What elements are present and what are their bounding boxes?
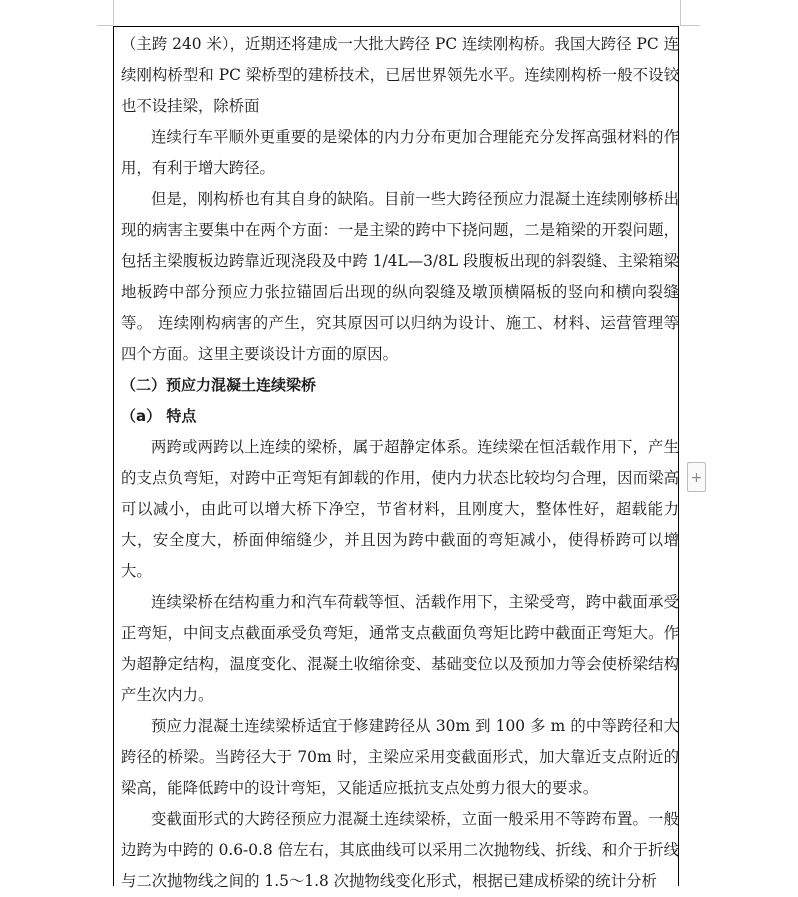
crop-mark-top-left-horizontal	[97, 25, 113, 26]
crop-mark-top-left-vertical	[113, 0, 114, 25]
section-heading: （a） 特点	[121, 407, 197, 425]
section-heading: （二）预应力混凝土连续梁桥	[121, 376, 317, 394]
body-paragraph: 两跨或两跨以上连续的梁桥，属于超静定体系。连续梁在恒活载作用下，产生的支点负弯矩，对跨中正弯矩有卸载的作用，使内力状态比较均匀合理，因而梁高可以减小，由此可以增大桥下净空，节省材料，且刚度大，整体性好，超载能力大，安全度大，桥面伸缩缝少，并且因为跨中截面的弯矩减小，使得桥跨可以增大。	[121, 438, 679, 580]
document-body	[121, 29, 679, 897]
crop-mark-top-right-horizontal	[680, 25, 700, 26]
body-paragraph: 预应力混凝土连续梁桥适宜于修建跨径从 30m 到 100 多 m 的中等跨径和大跨径的桥梁。当跨径大于 70m 时，主梁应采用变截面形式，加大靠近支点附近的梁高，能降低跨中的设计弯矩，又能适应抵抗支点处剪力很大的要求。	[121, 717, 679, 797]
body-paragraph: 但是，刚构桥也有其自身的缺陷。目前一些大跨径预应力混凝土连续刚够桥出现的病害主要集中在两个方面：一是主梁的跨中下挠问题，二是箱梁的开裂问题，包括主梁腹板边跨靠近现浇段及中跨 1/4L—3/8L 段腹板出现的斜裂缝、主梁箱梁地板跨中部分预应力张拉锚固后出现的纵向裂缝及墩顶横隔板的竖向和横向裂缝等。 连续刚构病害的产生，究其原因可以归纳为设计、施工、材料、运营管理等四个方面。这里主要谈设计方面的原因。	[121, 190, 679, 363]
body-paragraph: 连续行车平顺外更重要的是梁体的内力分布更加合理能充分发挥高强材料的作用，有利于增大跨径。	[121, 128, 679, 177]
crop-mark-top-right-vertical	[680, 0, 681, 25]
add-content-handle[interactable]: +	[687, 462, 706, 492]
body-paragraph: （主跨 240 米），近期还将建成一大批大跨径 PC 连续刚构桥。我国大跨径 PC 连续刚构桥型和 PC 梁桥型的建桥技术，已居世界领先水平。连续刚构桥一般不设铰也不设挂梁，除桥面	[121, 35, 679, 115]
body-paragraph: 变截面形式的大跨径预应力混凝土连续梁桥，立面一般采用不等跨布置。一般边跨为中跨的 0.6-0.8 倍左右，其底曲线可以采用二次抛物线、折线、和介于折线与二次抛物线之间的 1.5～1.8 次抛物线变化形式，根据已建成桥梁的统计分析	[121, 810, 679, 890]
body-paragraph: 连续梁桥在结构重力和汽车荷载等恒、活载作用下，主梁受弯，跨中截面承受正弯矩，中间支点截面承受负弯矩，通常支点截面负弯矩比跨中截面正弯矩大。作为超静定结构，温度变化、混凝土收缩徐变、基础变位以及预加力等会使桥梁结构产生次内力。	[121, 593, 679, 704]
